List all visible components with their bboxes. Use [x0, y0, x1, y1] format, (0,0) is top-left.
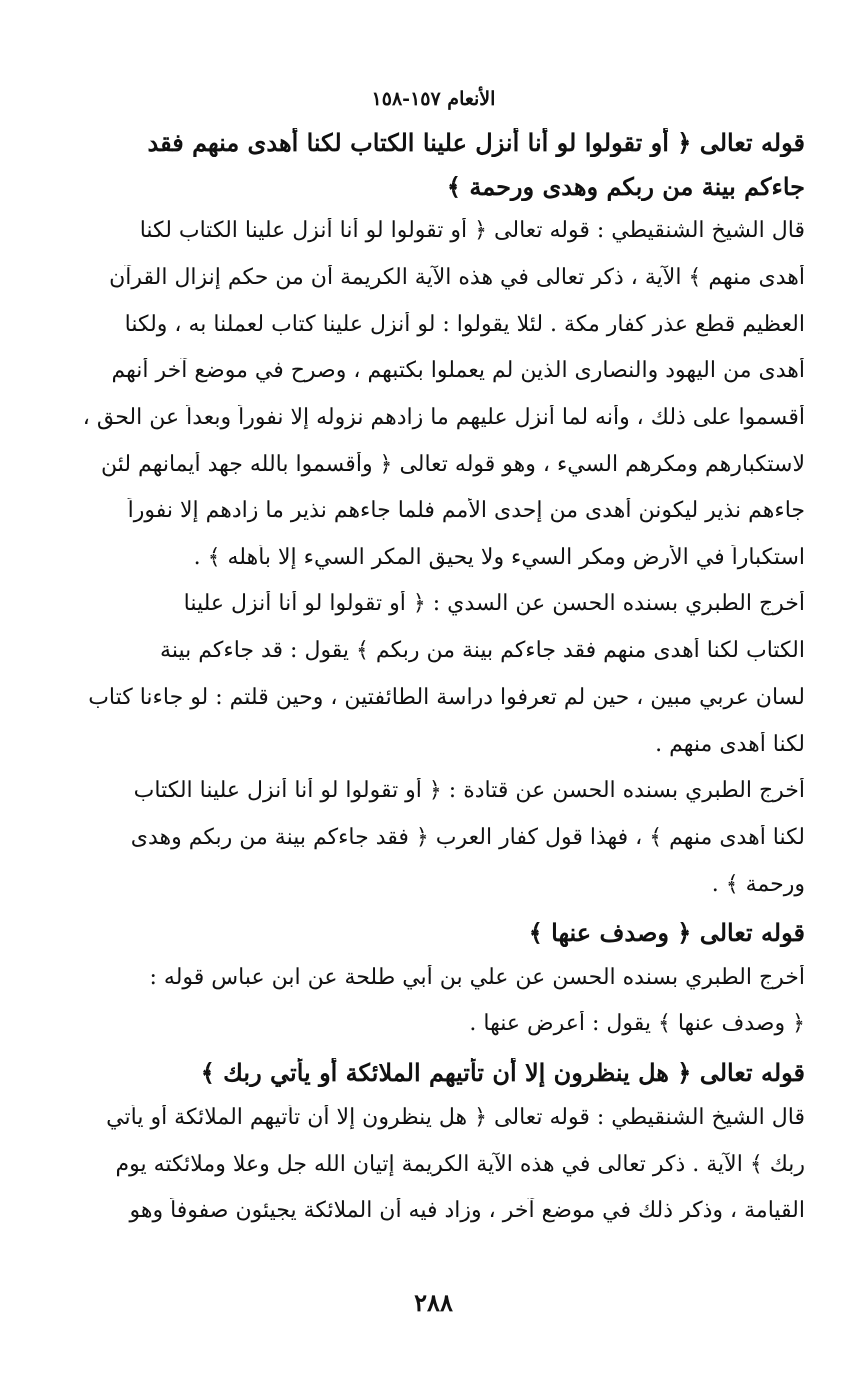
body-text-line: لكنا أهدى منهم .	[655, 732, 805, 757]
body-text-line: أهدى من اليهود والنصارى الذين لم يعملوا بكتبهم ، وصرح في موضع آخر أنهم	[111, 358, 805, 383]
body-text-line: العظيم قطع عذر كفار مكة . لئلا يقولوا : لو أنزل علينا كتاب لعملنا به ، ولكنا	[124, 312, 805, 337]
body-text-line: لاستكبارهم ومكرهم السيء ، وهو قوله تعالى ﴿ وأقسموا بالله جهد أيمانهم لئن	[100, 452, 805, 477]
body-text-line: ورحمة ﴾ .	[711, 872, 805, 897]
section-heading-line: قوله تعالى ﴿ أو تقولوا لو أنا أنزل علينا الكتاب لكنا أهدى منهم فقد	[147, 128, 805, 157]
running-header: الأنعام ١٥٧-١٥٨	[371, 88, 496, 110]
body-text-line: أخرج الطبري بسنده الحسن عن السدي : ﴿ أو تقولوا لو أنا أنزل علينا	[183, 591, 805, 616]
body-text-line: الكتاب لكنا أهدى منهم فقد جاءكم بينة من ربكم ﴾ يقول : قد جاءكم بينة	[160, 638, 805, 663]
body-text-line: أخرج الطبري بسنده الحسن عن قتادة : ﴿ أو تقولوا لو أنا أنزل علينا الكتاب	[133, 778, 805, 803]
body-text-line: ﴿ وصدف عنها ﴾ يقول : أعرض عنها .	[469, 1011, 805, 1036]
body-text-line: أقسموا على ذلك ، وأنه لما أنزل عليهم ما زادهم نزوله إلا نفوراً وبعداً عن الحق ،	[82, 405, 805, 430]
section-heading-line: قوله تعالى ﴿ وصدف عنها ﴾	[528, 918, 805, 947]
section-heading-line: جاءكم بينة من ربكم وهدى ورحمة ﴾	[446, 172, 805, 201]
section-heading-line: قوله تعالى ﴿ هل ينظرون إلا أن تأتيهم الملائكة أو يأتي ربك ﴾	[200, 1058, 805, 1087]
body-text-line: القيامة ، وذكر ذلك في موضع آخر ، وزاد فيه أن الملائكة يجيئون صفوفاً وهو	[129, 1198, 805, 1223]
body-text-line: أهدى منهم ﴾ الآية ، ذكر تعالى في هذه الآية الكريمة أن من حكم إنزال القرآن	[109, 265, 805, 290]
body-text-line: قال الشيخ الشنقيطي : قوله تعالى ﴿ أو تقولوا لو أنا أنزل علينا الكتاب لكنا	[139, 218, 805, 243]
body-text-line: ربك ﴾ الآية . ذكر تعالى في هذه الآية الكريمة إتيان الله جل وعلا وملائكته يوم	[115, 1152, 805, 1177]
body-text-line: أخرج الطبري بسنده الحسن عن علي بن أبي طلحة عن ابن عباس قوله :	[149, 965, 805, 990]
page-number: ٢٨٨	[414, 1288, 453, 1317]
body-text-line: جاءهم نذير ليكونن أهدى من إحدى الأمم فلما جاءهم نذير ما زادهم إلا نفوراً	[127, 498, 805, 523]
body-text-line: لكنا أهدى منهم ﴾ ، فهذا قول كفار العرب ﴿ فقد جاءكم بينة من ربكم وهدى	[130, 825, 805, 850]
body-text-line: لسان عربي مبين ، حين لم تعرفوا دراسة الطائفتين ، وحين قلتم : لو جاءنا كتاب	[88, 685, 805, 710]
body-text-line: قال الشيخ الشنقيطي : قوله تعالى ﴿ هل ينظرون إلا أن تأتيهم الملائكة أو يأتي	[106, 1105, 805, 1130]
body-text-line: استكباراً في الأرض ومكر السيء ولا يحيق المكر السيء إلا بأهله ﴾ .	[193, 545, 805, 570]
